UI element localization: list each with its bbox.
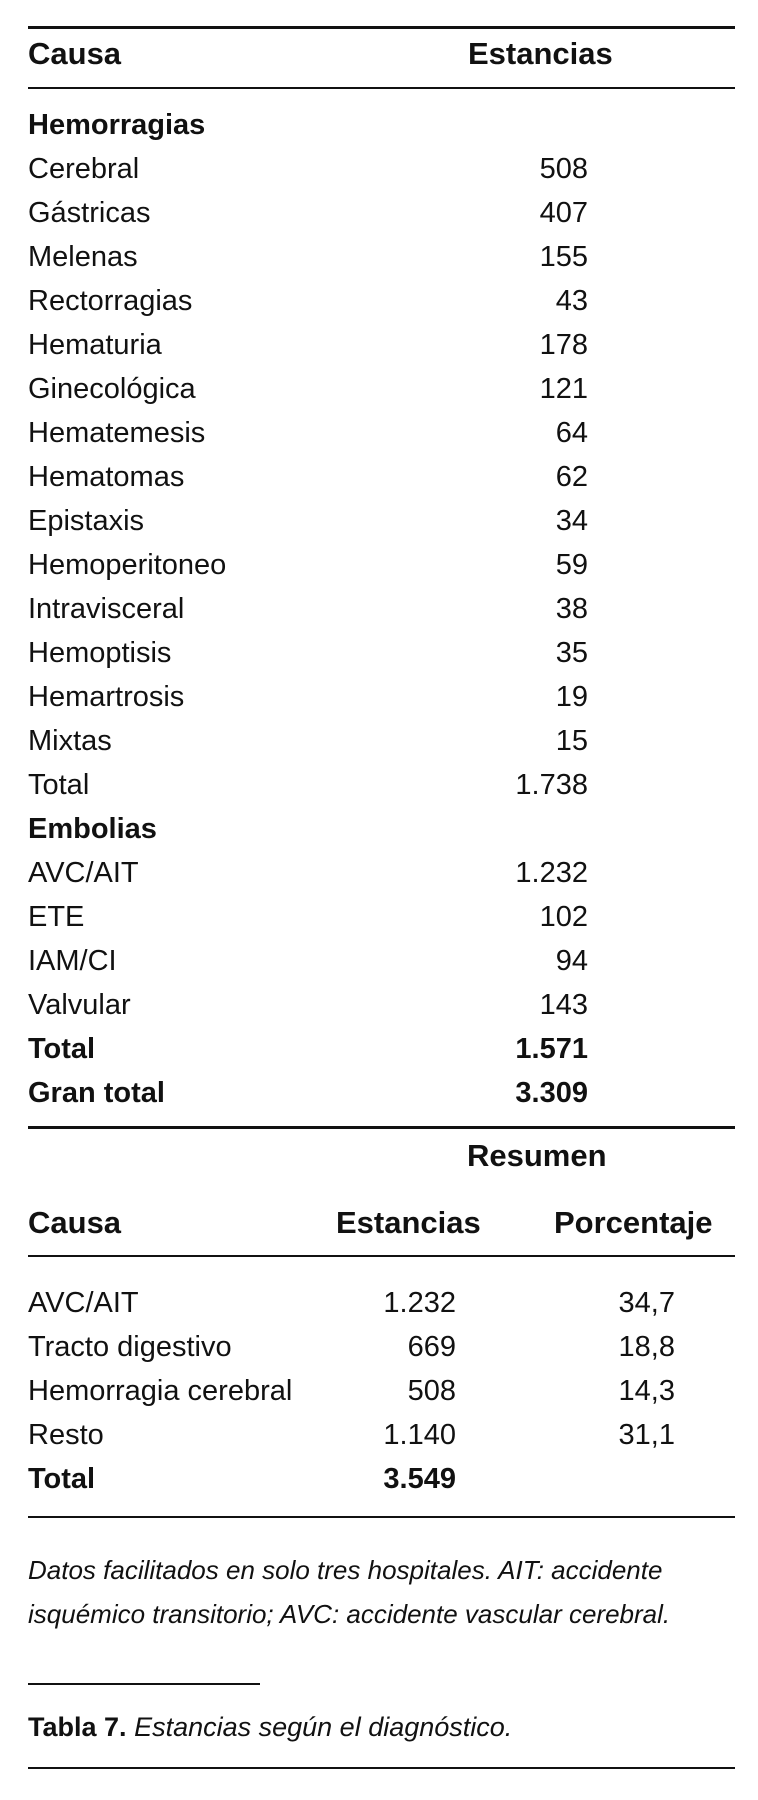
row-stays: 1.571 <box>515 1033 588 1065</box>
summary-row-percent: 31,1 <box>618 1419 675 1451</box>
section-title-embolias: Embolias <box>28 813 157 845</box>
header-cause: Causa <box>28 36 122 71</box>
table-row <box>0 191 758 235</box>
summary-row <box>0 1413 758 1457</box>
table-row-grand-total <box>0 1071 758 1115</box>
summary-header-percent: Porcentaje <box>554 1205 713 1240</box>
summary-row-stays: 1.232 <box>383 1287 456 1319</box>
row-stays: 94 <box>555 945 588 977</box>
table-row <box>0 235 758 279</box>
row-cause: Valvular <box>28 989 131 1021</box>
row-stays: 62 <box>555 461 588 493</box>
row-cause: ETE <box>28 901 85 933</box>
table-row <box>0 719 758 763</box>
row-cause: Hematomas <box>28 461 185 493</box>
summary-row-stays: 508 <box>407 1375 456 1407</box>
row-stays: 38 <box>555 593 588 625</box>
summary-row-cause: Total <box>28 1463 96 1495</box>
row-cause: Ginecológica <box>28 373 196 405</box>
caption-bottom-rule <box>28 1767 735 1769</box>
summary-header-cause: Causa <box>28 1205 122 1240</box>
table-row <box>0 499 758 543</box>
summary-row-stays: 1.140 <box>383 1419 456 1451</box>
row-cause: Mixtas <box>28 725 112 757</box>
table-row <box>0 895 758 939</box>
row-stays: 19 <box>555 681 588 713</box>
row-cause: Total <box>28 1033 96 1065</box>
caption-text: Estancias según el diagnóstico. <box>134 1712 513 1742</box>
table-row <box>0 851 758 895</box>
footnote: Datos facilitados en solo tres hospitales. AIT: accidente isquémico transitorio; AVC: accidente vascular cerebral. <box>28 1555 671 1629</box>
row-stays: 43 <box>555 285 588 317</box>
row-cause: Hematemesis <box>28 417 206 449</box>
row-stays: 143 <box>539 989 588 1021</box>
row-stays: 102 <box>539 901 588 933</box>
row-cause: Hemartrosis <box>28 681 185 713</box>
table-caption <box>28 1712 512 1743</box>
caption-short-rule <box>28 1683 260 1685</box>
summary-row-stays: 669 <box>407 1331 456 1363</box>
table-row <box>0 367 758 411</box>
summary-header-stays: Estancias <box>336 1205 481 1240</box>
row-cause: Hemoperitoneo <box>28 549 227 581</box>
summary-row-cause: Hemorragia cerebral <box>28 1375 293 1407</box>
summary-row-percent: 34,7 <box>618 1287 675 1319</box>
summary-row-cause: AVC/AIT <box>28 1287 139 1319</box>
table-row <box>0 939 758 983</box>
row-stays: 59 <box>555 549 588 581</box>
row-stays: 3.309 <box>515 1077 588 1109</box>
summary-bottom-rule <box>28 1516 735 1518</box>
caption-label: Tabla 7. <box>28 1712 127 1742</box>
row-cause: Rectorragias <box>28 285 193 317</box>
summary-row <box>0 1325 758 1369</box>
table-row <box>0 631 758 675</box>
table-row <box>0 587 758 631</box>
summary-row-percent: 14,3 <box>618 1375 675 1407</box>
row-stays: 64 <box>555 417 588 449</box>
row-stays: 15 <box>555 725 588 757</box>
row-stays: 35 <box>555 637 588 669</box>
row-cause: Hemoptisis <box>28 637 172 669</box>
summary-row-total <box>0 1457 758 1501</box>
row-cause: Hematuria <box>28 329 162 361</box>
summary-top-rule <box>28 1126 735 1129</box>
row-cause: Melenas <box>28 241 138 273</box>
row-cause: AVC/AIT <box>28 857 139 889</box>
summary-title: Resumen <box>467 1138 607 1173</box>
row-cause: IAM/CI <box>28 945 117 977</box>
row-cause: Gástricas <box>28 197 151 229</box>
table-row <box>0 323 758 367</box>
table-row <box>0 675 758 719</box>
summary-row-cause: Resto <box>28 1419 104 1451</box>
row-cause: Gran total <box>28 1077 165 1109</box>
row-stays: 121 <box>539 373 588 405</box>
summary-header-rule <box>28 1255 735 1257</box>
section-title-hemorragias: Hemorragias <box>28 109 206 141</box>
table-row <box>0 543 758 587</box>
table-row <box>0 455 758 499</box>
row-cause: Cerebral <box>28 153 140 185</box>
top-rule <box>28 26 735 29</box>
header-rule <box>28 87 735 89</box>
header-stays: Estancias <box>468 36 613 71</box>
table-row <box>0 983 758 1027</box>
table-row <box>0 411 758 455</box>
table-row-subtotal <box>0 763 758 807</box>
table-row-subtotal <box>0 1027 758 1071</box>
row-stays: 1.738 <box>515 769 588 801</box>
table-row <box>0 279 758 323</box>
summary-row <box>0 1369 758 1413</box>
row-cause: Total <box>28 769 90 801</box>
row-cause: Epistaxis <box>28 505 145 537</box>
table-row <box>0 147 758 191</box>
row-cause: Intravisceral <box>28 593 185 625</box>
row-stays: 178 <box>539 329 588 361</box>
summary-row-stays: 3.549 <box>383 1463 456 1495</box>
summary-row <box>0 1281 758 1325</box>
row-stays: 1.232 <box>515 857 588 889</box>
row-stays: 407 <box>539 197 588 229</box>
row-stays: 155 <box>539 241 588 273</box>
summary-row-cause: Tracto digestivo <box>28 1331 232 1363</box>
row-stays: 508 <box>539 153 588 185</box>
summary-row-percent: 18,8 <box>618 1331 675 1363</box>
row-stays: 34 <box>555 505 588 537</box>
